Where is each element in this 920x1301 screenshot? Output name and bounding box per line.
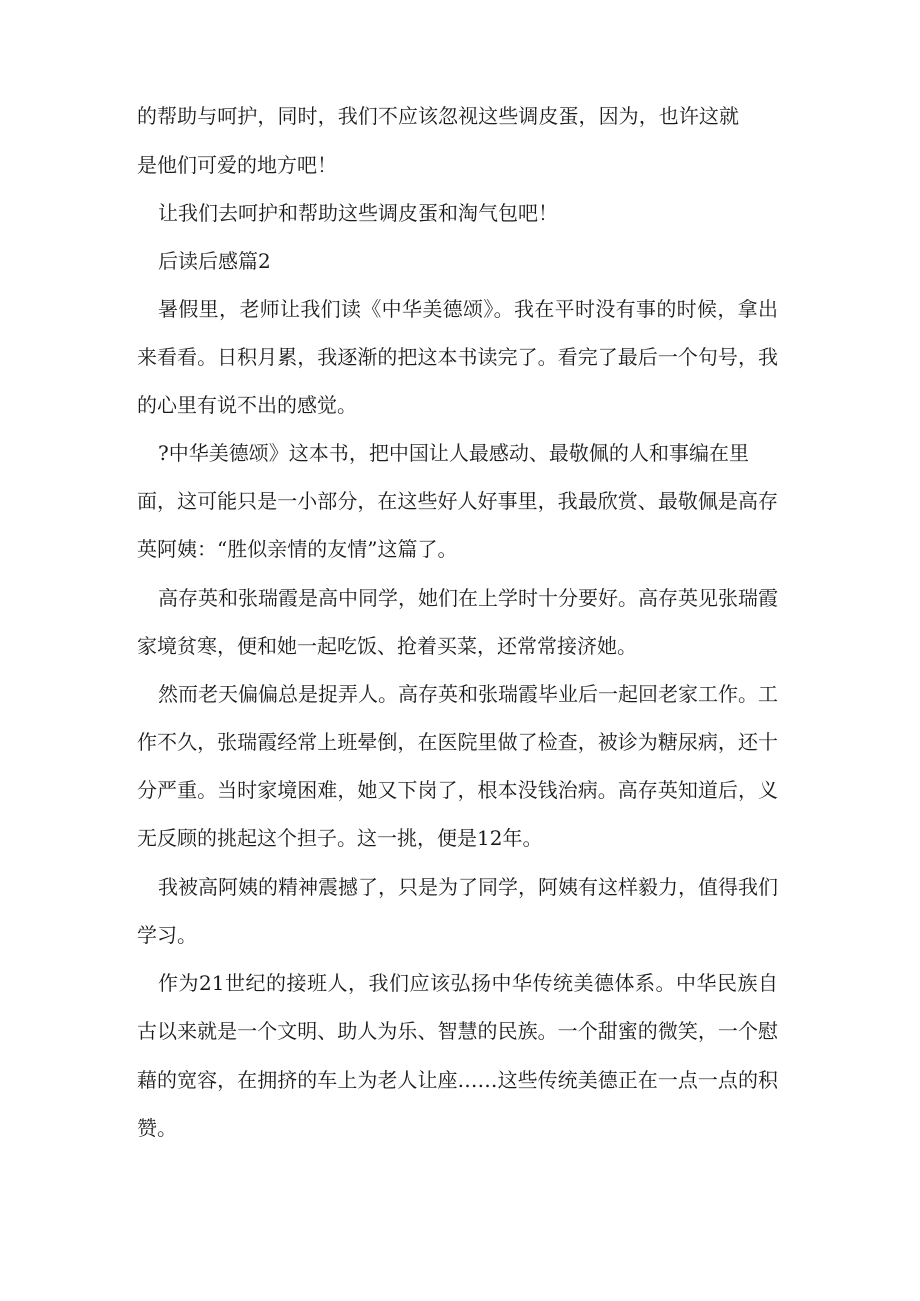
text-line: 我被高阿姨的精神震撼了，只是为了同学，阿姨有这样毅力，值得我们 (158, 875, 778, 899)
text-line: 的帮助与呵护，同时，我们不应该忽视这些调皮蛋，因为，也许这就 (137, 104, 739, 128)
text-line: 然而老天偏偏总是捉弄人。高存英和张瑞霞毕业后一起回老家工作。工 (158, 682, 778, 706)
text-line: 无反顾的挑起这个担子。这一挑，便是12年。 (137, 826, 543, 850)
text-line: 面，这可能只是一小部分，在这些好人好事里，我最欣赏、最敬佩是高存 (137, 489, 778, 513)
text-line: 英阿姨：“胜似亲情的友情”这篇了。 (137, 537, 458, 561)
text-line: 家境贫寒，便和她一起吃饭、抢着买菜，还常常接济她。 (137, 634, 637, 658)
text-line: 分严重。当时家境困难，她又下岗了，根本没钱治病。高存英知道后，义 (137, 778, 778, 802)
text-line: 高存英和张瑞霞是高中同学，她们在上学时十分要好。高存英见张瑞霞 (158, 586, 778, 610)
text-line: 来看看。日积月累，我逐渐的把这本书读完了。看完了最后一个句号，我 (137, 345, 778, 369)
text-line: ?中华美德颂》这本书，把中国让人最感动、最敬佩的人和事编在里 (158, 441, 749, 465)
text-line: 暑假里，老师让我们读《中华美德颂》。我在平时没有事的时候，拿出 (158, 297, 778, 321)
text-line: 作为21世纪的接班人，我们应该弘扬中华传统美德体系。中华民族自 (158, 971, 778, 995)
text-line: 的心里有说不出的感觉。 (137, 393, 357, 417)
text-line: 作不久，张瑞霞经常上班晕倒，在医院里做了检查，被诊为糖尿病，还十 (137, 730, 778, 754)
section-heading: 后读后感篇2 (158, 249, 271, 273)
text-line: 学习。 (137, 923, 197, 947)
text-line: 赞。 (137, 1116, 177, 1140)
text-line: 让我们去呵护和帮助这些调皮蛋和淘气包吧！ (158, 201, 558, 225)
text-line: 藉的宽容，在拥挤的车上为老人让座……这些传统美德正在一点一点的积 (137, 1068, 778, 1092)
text-line: 古以来就是一个文明、助人为乐、智慧的民族。一个甜蜜的微笑，一个慰 (137, 1019, 778, 1043)
text-line: 是他们可爱的地方吧！ (137, 153, 337, 177)
